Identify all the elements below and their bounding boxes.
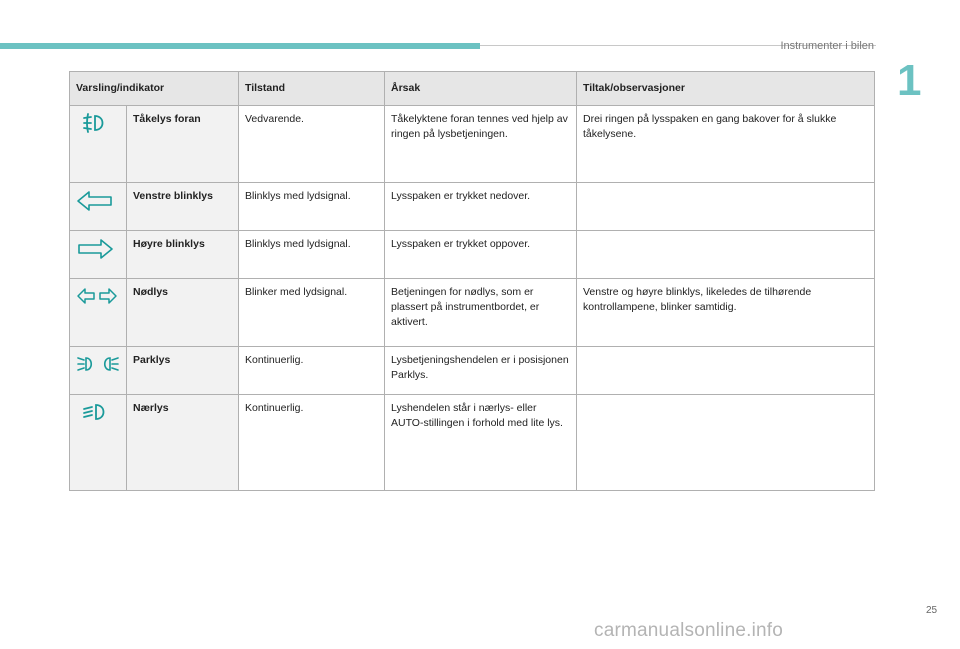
action-cell: [577, 395, 875, 491]
indicator-name: Parklys: [127, 347, 239, 395]
cause-cell: Tåkelyktene foran tennes ved hjelp av ringen på lysbetjeningen.: [385, 106, 577, 183]
hazard-lights-icon: [76, 285, 118, 307]
state-cell: Blinklys med lydsignal.: [239, 183, 385, 231]
watermark: carmanualsonline.info: [594, 620, 784, 641]
column-header-action: Tiltak/observasjoner: [577, 72, 875, 106]
dipped-beam-icon: [76, 401, 110, 423]
state-cell: Blinklys med lydsignal.: [239, 231, 385, 279]
indicator-name: Venstre blinklys: [127, 183, 239, 231]
table-row: [70, 347, 875, 395]
table-row: [70, 395, 875, 491]
warning-lights-table: [69, 71, 875, 491]
column-header-indicator: Varsling/indikator: [70, 72, 239, 106]
indicator-name: Nærlys: [127, 395, 239, 491]
parking-lights-icon: [76, 353, 120, 375]
action-cell: Venstre og høyre blinklys, likeledes de tilhørende kontrollampene, blinker samtidig.: [577, 279, 875, 347]
table-row: [70, 231, 875, 279]
cause-cell: Lysspaken er trykket nedover.: [385, 183, 577, 231]
section-title: Instrumenter i bilen: [780, 40, 874, 52]
state-cell: Kontinuerlig.: [239, 347, 385, 395]
table-header-row: [70, 72, 875, 106]
table-row: [70, 106, 875, 183]
action-cell: [577, 183, 875, 231]
action-cell: [577, 347, 875, 395]
cause-cell: Lysspaken er trykket oppover.: [385, 231, 577, 279]
indicator-name: Høyre blinklys: [127, 231, 239, 279]
state-cell: Vedvarende.: [239, 106, 385, 183]
left-turn-signal-icon: [76, 189, 114, 213]
table-row: [70, 183, 875, 231]
indicator-name: Nødlys: [127, 279, 239, 347]
cause-cell: Lyshendelen står i nærlys- eller AUTO-stillingen i forhold med lite lys.: [385, 395, 577, 491]
action-cell: [577, 231, 875, 279]
table-row: [70, 279, 875, 347]
state-cell: Blinker med lydsignal.: [239, 279, 385, 347]
state-cell: Kontinuerlig.: [239, 395, 385, 491]
page-number: 25: [926, 605, 938, 616]
right-turn-signal-icon: [76, 237, 114, 261]
cause-cell: Betjeningen for nødlys, som er plassert på instrumentbordet, er aktivert.: [385, 279, 577, 347]
column-header-cause: Årsak: [385, 72, 577, 106]
cause-cell: Lysbetjeningshendelen er i posisjonen Parklys.: [385, 347, 577, 395]
indicator-name: Tåkelys foran: [127, 106, 239, 183]
action-cell: Drei ringen på lysspaken en gang bakover for å slukke tåkelysene.: [577, 106, 875, 183]
front-fog-light-icon: [76, 112, 110, 134]
chapter-number: 1: [897, 56, 922, 105]
header-accent-bar: [0, 43, 480, 49]
column-header-state: Tilstand: [239, 72, 385, 106]
